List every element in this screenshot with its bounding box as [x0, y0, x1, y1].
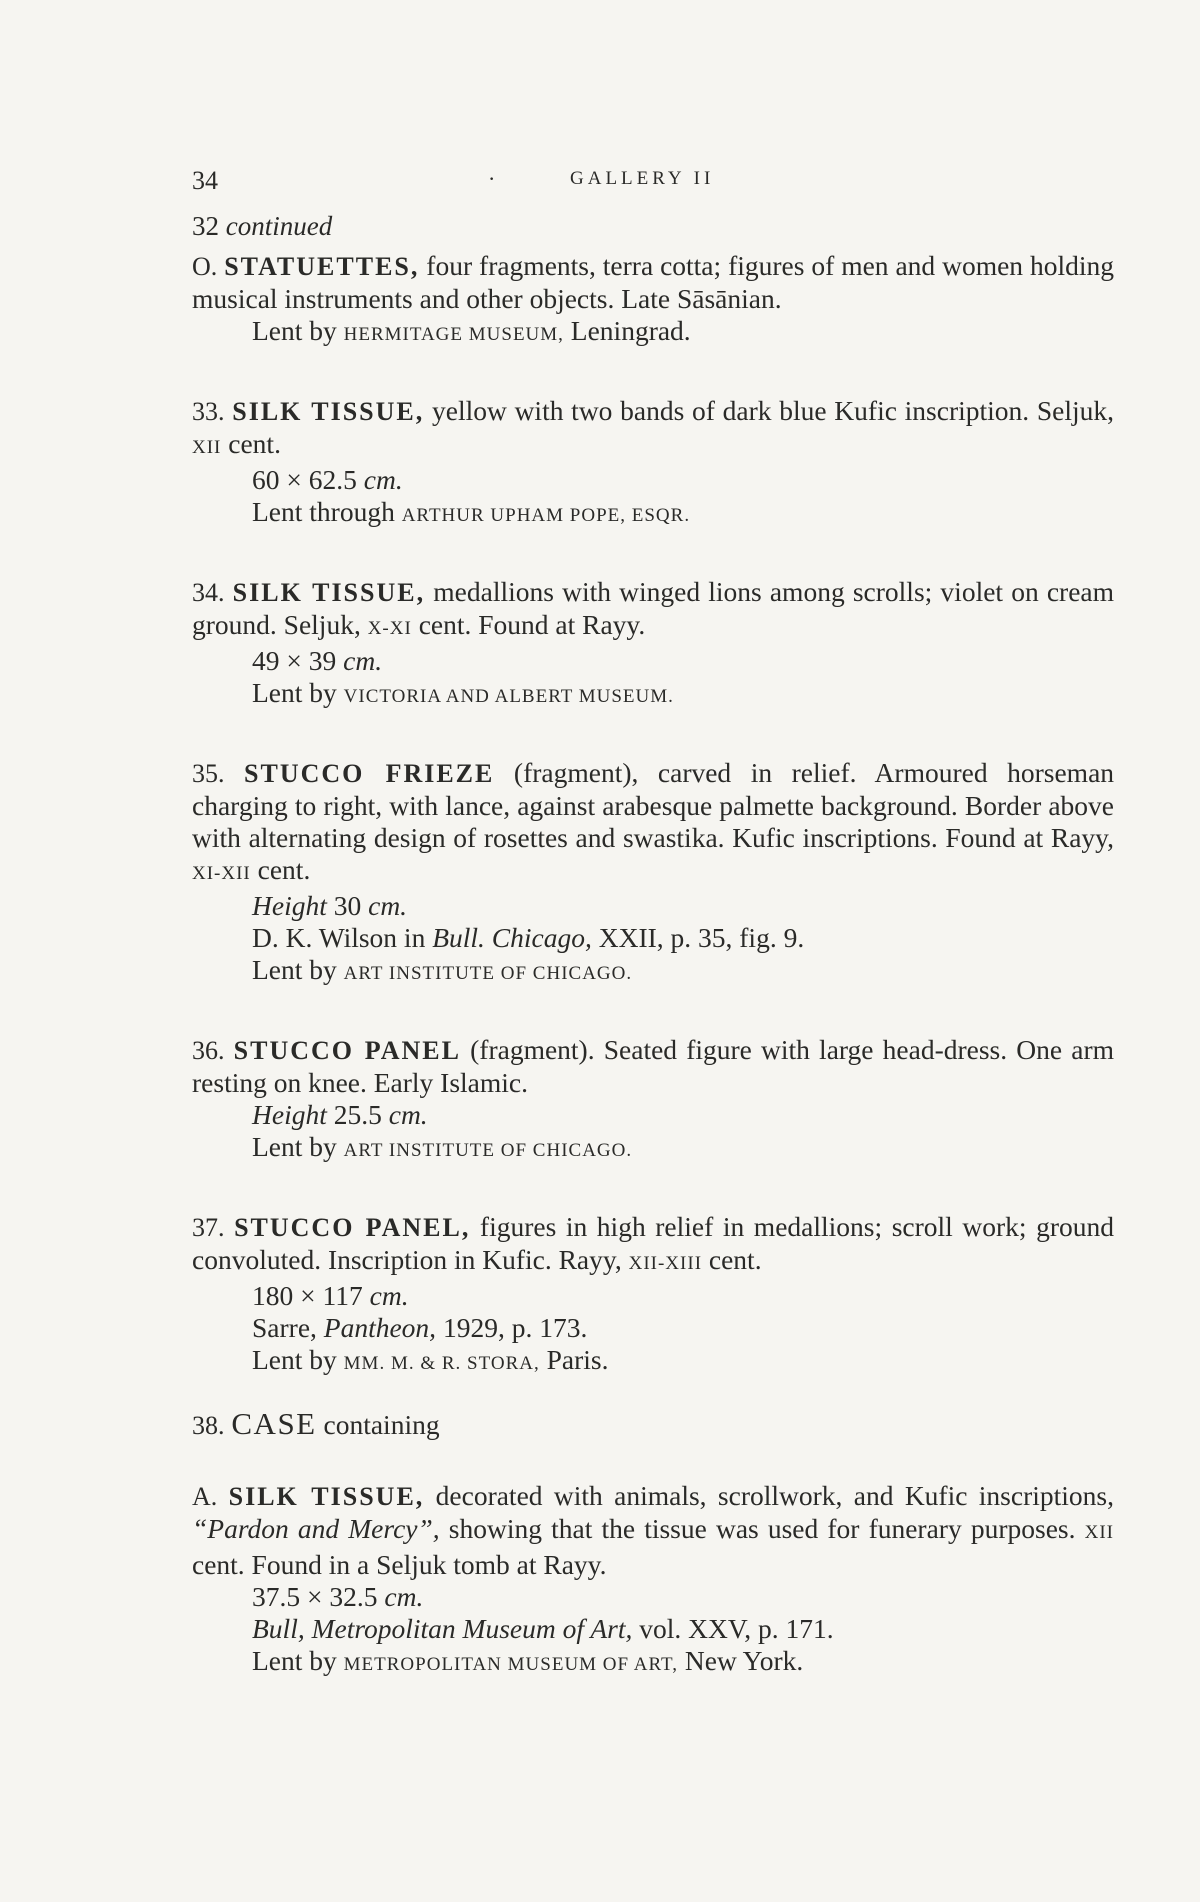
unit: cm.: [363, 464, 403, 495]
lender-place: Paris.: [546, 1344, 609, 1375]
unit: cm.: [388, 1099, 428, 1130]
lender-line: [192, 1645, 1114, 1681]
dimensions: 37.5 × 32.5: [252, 1581, 378, 1612]
lender-name: METROPOLITAN MUSEUM OF ART,: [343, 1654, 678, 1675]
entry-text: [192, 576, 1114, 645]
height-label: Height: [252, 1099, 327, 1130]
unit: cm.: [343, 645, 383, 676]
entry-period: XII: [1084, 1522, 1114, 1543]
entry-number: 38.: [192, 1411, 225, 1440]
lent-prefix: Lent through: [252, 496, 395, 527]
lent-prefix: Lent by: [252, 954, 337, 985]
lender-name: VICTORIA AND ALBERT MUSEUM.: [343, 686, 674, 707]
lender-line: [192, 954, 1114, 990]
lent-prefix: Lent by: [252, 1131, 337, 1162]
reference-line: [192, 922, 1114, 954]
entry-description: four fragments, terra cotta; figures of men and women holding musical instruments and other objects. Late Sāsānian.: [192, 250, 1114, 314]
dimensions: 180 × 117: [252, 1280, 363, 1311]
reference-line: [192, 1613, 1114, 1645]
case-heading-line: [192, 1408, 1114, 1442]
lender-name: ARTHUR UPHAM POPE, ESQR.: [401, 505, 691, 526]
entry-heading: SILK TISSUE,: [232, 578, 426, 607]
lent-prefix: Lent by: [252, 1645, 337, 1676]
entry-number: 35.: [192, 759, 225, 788]
entry-34: [192, 576, 1114, 713]
entry-description: (fragment). Seated figure with large head-dress. One arm resting on knee. Early Islamic.: [192, 1034, 1115, 1098]
unit: cm.: [369, 1280, 409, 1311]
entry-description: figures in high relief in medallions; scroll work; ground convoluted. Inscription in Kufic. Rayy,: [192, 1211, 1115, 1275]
entry-statuettes: [192, 250, 1114, 351]
entry-heading: STUCCO FRIEZE: [244, 759, 495, 788]
reference-title: Bull, Metropolitan Museum of Art,: [252, 1613, 633, 1644]
case-suffix: containing: [323, 1409, 440, 1440]
entry-description-end: cent. Found in a Seljuk tomb at Rayy.: [192, 1549, 607, 1580]
entry-description-mid: showing that the tissue was used for funerary purposes.: [448, 1513, 1076, 1544]
entry-heading: STATUETTES,: [224, 252, 420, 281]
reference-details: 1929, p. 173.: [442, 1312, 588, 1343]
lent-prefix: Lent by: [252, 677, 337, 708]
dimensions: 60 × 62.5: [252, 464, 357, 495]
entry-number: A.: [192, 1482, 218, 1511]
entry-38-case: [192, 1408, 1114, 1442]
entry-description-end: cent.: [708, 1244, 762, 1275]
entry-period: XI-XII: [192, 863, 251, 884]
entry-number: 34.: [192, 578, 225, 607]
dimensions-line: [192, 464, 1114, 496]
entry-description: (fragment), carved in relief. Armoured horseman charging to right, with lance, against arabesque palmette background. Border above with alternating design of rosettes and swastika. Kufic inscriptions. Found at Rayy,: [192, 757, 1115, 853]
entry-text: [192, 1034, 1114, 1099]
running-head: [192, 166, 1114, 206]
lender-line: [192, 677, 1114, 713]
height-value: 30: [333, 890, 362, 921]
lender-name: HERMITAGE MUSEUM,: [343, 324, 564, 345]
reference-title: Bull. Chicago,: [432, 922, 592, 953]
lent-prefix: Lent by: [252, 1344, 337, 1375]
continued-number: 32: [192, 211, 219, 241]
entry-description-end: cent. Found at Rayy.: [418, 609, 646, 640]
lender-place: New York.: [684, 1645, 804, 1676]
lender-name: MM. M. & R. STORA,: [343, 1353, 540, 1374]
reference-author: Sarre,: [252, 1312, 317, 1343]
reference-details: vol. XXV, p. 171.: [639, 1613, 834, 1644]
height-value: 25.5: [333, 1099, 382, 1130]
entry-text: [192, 1211, 1114, 1280]
height-line: [192, 1099, 1114, 1131]
dimensions-line: [192, 645, 1114, 677]
case-heading: CASE: [231, 1406, 317, 1441]
lender-place: Leningrad.: [570, 315, 691, 346]
entry-number: O.: [192, 252, 218, 281]
entry-description-end: cent.: [257, 854, 311, 885]
catalogue-entries: [192, 210, 1114, 1681]
entry-text: [192, 757, 1114, 890]
reference-title: Pantheon,: [323, 1312, 437, 1343]
continued-label: continued: [225, 211, 333, 241]
lender-name: ART INSTITUTE OF CHICAGO.: [343, 963, 633, 984]
entry-number: 36.: [192, 1036, 225, 1065]
entry-36: [192, 1034, 1114, 1167]
height-label: Height: [252, 890, 327, 921]
entry-description-end: cent.: [228, 428, 281, 459]
entry-description: medallions with winged lions among scrolls; violet on cream ground. Seljuk,: [192, 576, 1115, 640]
entry-description: decorated with animals, scrollwork, and Kufic inscriptions,: [435, 1480, 1114, 1511]
lender-line: [192, 1131, 1114, 1167]
entry-period: XII: [192, 437, 222, 458]
reference-details: XXII, p. 35, fig. 9.: [598, 922, 805, 953]
reference-line: [192, 1312, 1114, 1344]
lender-name: ART INSTITUTE OF CHICAGO.: [343, 1140, 633, 1161]
entry-description: yellow with two bands of dark blue Kufic inscription. Seljuk,: [432, 395, 1115, 426]
entry-37: [192, 1211, 1114, 1380]
dimensions-line: [192, 1280, 1114, 1312]
unit: cm.: [384, 1581, 424, 1612]
dimensions-line: [192, 1581, 1114, 1613]
entry-period: XII-XIII: [628, 1253, 703, 1274]
entry-heading: STUCCO PANEL,: [234, 1213, 471, 1242]
entry-quote: “Pardon and Mercy”,: [192, 1513, 440, 1544]
unit: cm.: [368, 890, 408, 921]
entry-heading: SILK TISSUE,: [232, 397, 425, 426]
lender-line: [192, 1344, 1114, 1380]
entry-35: [192, 757, 1114, 990]
running-head-dot: ·: [488, 166, 496, 191]
entry-38a: [192, 1480, 1114, 1681]
lender-line: [192, 315, 1114, 351]
entry-heading: STUCCO PANEL: [233, 1036, 461, 1065]
lender-line: [192, 496, 1114, 532]
reference-author: D. K. Wilson in: [252, 922, 426, 953]
entry-number: 33.: [192, 397, 225, 426]
height-line: [192, 890, 1114, 922]
lent-prefix: Lent by: [252, 315, 337, 346]
page-number: 34: [192, 166, 218, 195]
entry-period: X-XI: [367, 618, 412, 639]
entry-number: 37.: [192, 1213, 225, 1242]
entry-text: [192, 1480, 1114, 1581]
dimensions: 49 × 39: [252, 645, 337, 676]
continued-line: [192, 210, 1114, 242]
gallery-title: GALLERY II: [570, 168, 715, 189]
entry-text: [192, 250, 1114, 315]
entry-text: [192, 395, 1114, 464]
entry-heading: SILK TISSUE,: [228, 1482, 425, 1511]
entry-33: [192, 395, 1114, 532]
